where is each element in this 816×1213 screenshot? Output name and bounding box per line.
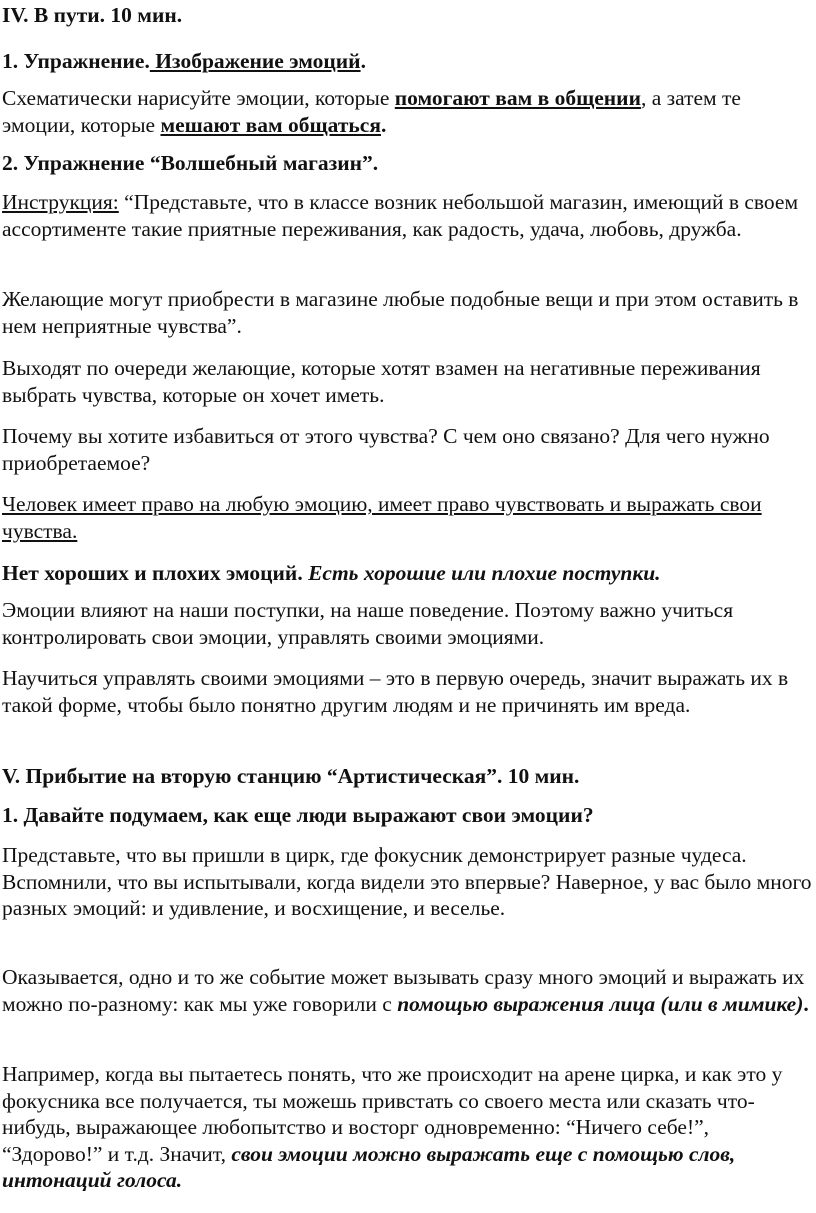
paragraph-right-to-emotion: Человек имеет право на любую эмоцию, имеет право чувствовать и выражать свои чувства.: [2, 492, 762, 543]
paragraph-manage-emotions: Научиться управлять своими эмоциями – это в первую очередь, значит выражать их в такой форме, чтобы было понятно другим людям и не причинять им вреда.: [2, 666, 789, 717]
instruction-label: Инструкция:: [2, 190, 119, 214]
paragraph-volunteers: Выходят по очереди желающие, которые хотят взамен на негативные переживания выбрать чувства, которые он хочет иметь.: [2, 356, 761, 407]
exercise-2-instruction: Инструкция: “Представьте, что в классе возник небольшой магазин, имеющий в своем ассортименте такие приятные переживания, как радость, удача, любовь, дружба.: [2, 190, 799, 241]
exercise-1-title: Изображение эмоций: [149, 49, 361, 73]
paragraph-questions: Почему вы хотите избавиться от этого чувства? С чем оно связано? Для чего нужно приобретаемое?: [2, 424, 770, 475]
section-4-heading: IV. В пути. 10 мин.: [2, 3, 183, 27]
paragraph-emotions-influence: Эмоции влияют на наши поступки, на наше поведение. Поэтому важно учиться контролировать свои эмоции, управлять своими эмоциями.: [2, 598, 734, 649]
paragraph-example: Например, когда вы пытаетесь понять, что же происходит на арене цирка, и как это у фокусника все получается, ты можешь привстать со своего места или сказать что-нибудь, выражающее любопытство и восторг одновременно: “Ничего себе!”, “Здорово!” и т.д. Значит, свои эмоции можно выражать еще с помощью слов, интонаций голоса.: [2, 1062, 783, 1192]
exercise-1-text: Схематически нарисуйте эмоции, которые помогают вам в общении, а затем те эмоции, которые мешают вам общаться.: [2, 86, 741, 137]
exercise-1-heading: 1. Упражнение. Изображение эмоций.: [2, 49, 366, 73]
paragraph-buyers: Желающие могут приобрести в магазине любые подобные вещи и при этом оставить в нем неприятные чувства”.: [2, 287, 799, 338]
helpful-emotions-phrase: помогают вам в общении: [394, 86, 641, 110]
exercise-2-heading: 2. Упражнение “Волшебный магазин”.: [2, 151, 379, 175]
paragraph-circus: Представьте, что вы пришли в цирк, где фокусник демонстрирует разные чудеса. Вспомнили, что вы испытывали, когда видели это впервые? Наверное, у вас было много разных эмоций: и удивление, и восхищение, и веселье.: [2, 843, 812, 920]
paragraph-no-good-bad-emotions: Нет хороших и плохих эмоций. Есть хорошие или плохие поступки.: [2, 561, 661, 585]
paragraph-many-emotions: Оказывается, одно и то же событие может вызывать сразу много эмоций и выражать их можно по-разному: как мы уже говорили с помощью выражения лица (или в мимике).: [2, 965, 809, 1016]
hindering-emotions-phrase: мешают вам общаться: [160, 112, 381, 137]
section-5-heading: V. Прибытие на вторую станцию “Артистическая”. 10 мин.: [2, 764, 580, 788]
section-5-subheading: 1. Давайте подумаем, как еще люди выражают свои эмоции?: [2, 803, 594, 827]
